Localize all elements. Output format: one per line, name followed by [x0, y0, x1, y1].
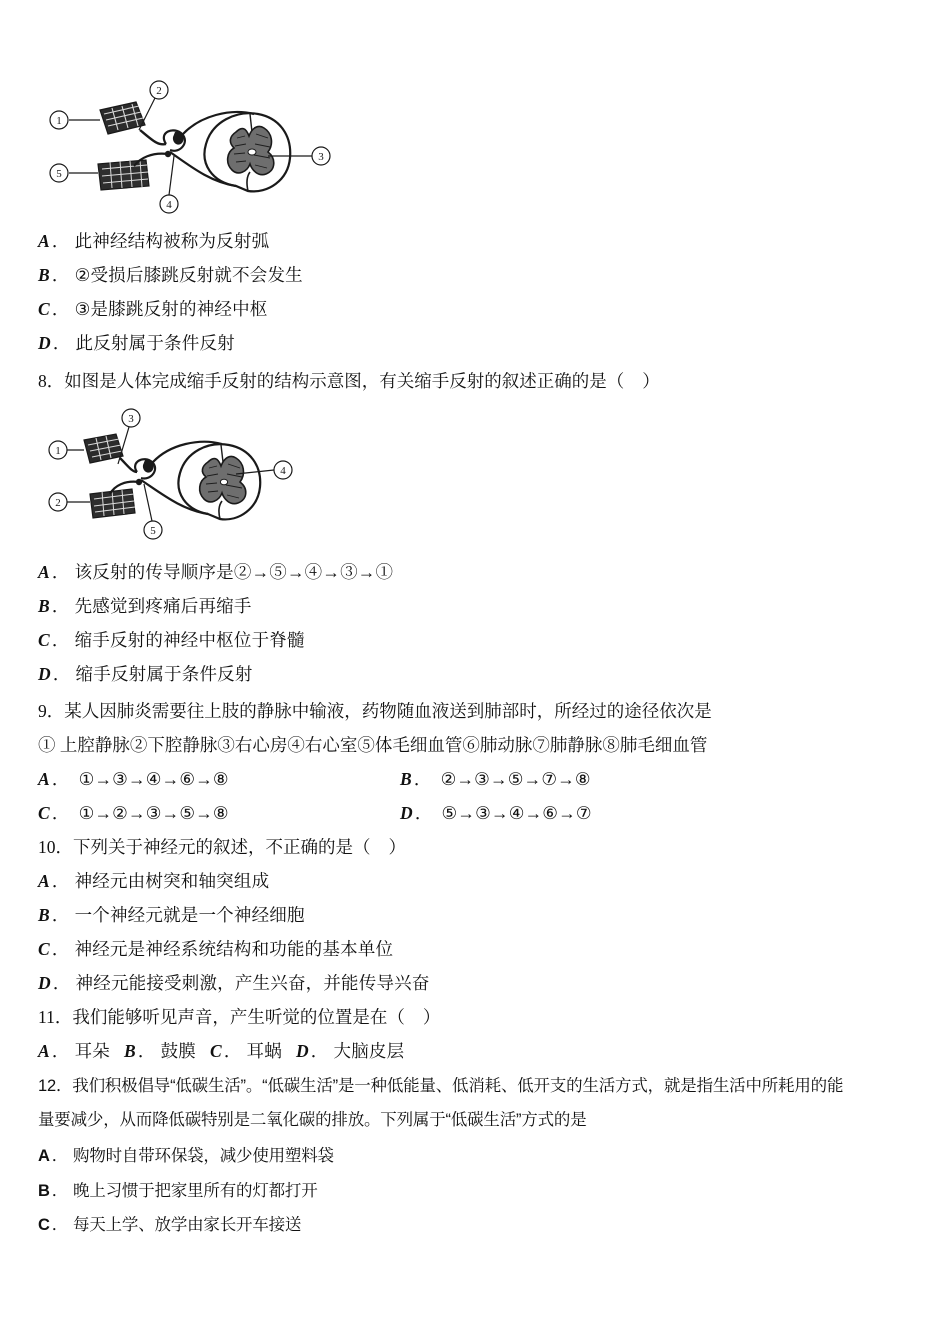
question-9-stem: [38, 700, 712, 722]
option-text: 耳朵: [74, 1041, 110, 1061]
option-letter: D: [38, 664, 51, 684]
question7-option-C: C ． ③是膝跳反射的神经中枢: [38, 299, 268, 319]
question7-option-A: A ． 此神经结构被称为反射弧: [38, 231, 270, 251]
option-text: 购物时自带环保袋，减少使用塑料袋: [73, 1147, 334, 1165]
option-letter: C: [38, 1216, 50, 1234]
question12-option-C: C ． 每天上学、放学由家长开车接送: [38, 1216, 302, 1234]
option-text: ①→②→③→⑤→⑧: [78, 803, 229, 823]
option-letter: A: [38, 562, 50, 582]
option-text: 晚上习惯于把家里所有的灯都打开: [73, 1182, 318, 1200]
question-stem-text: 我们能够听见声音，产生听觉的位置是在（: [72, 1007, 405, 1027]
figure1-receptor-block: [100, 102, 145, 134]
option-text: ②→③→⑤→⑦→⑧: [440, 769, 591, 789]
option-letter: D: [400, 803, 413, 823]
question9-option-D: D ． ⑤→③→④→⑥→⑦: [400, 803, 592, 823]
option-text: 耳蜗: [246, 1041, 282, 1061]
option-letter: C: [209, 1041, 222, 1061]
option-letter: B: [38, 905, 50, 925]
option-letter: B: [400, 769, 412, 789]
option-letter: C: [38, 939, 50, 959]
question10-option-C: C ． 神经元是神经系统结构和功能的基本单位: [38, 939, 394, 959]
figure1-label-5-text: 5: [56, 168, 62, 180]
option-letter: C: [38, 630, 50, 650]
option-letter: B: [38, 1182, 50, 1200]
option-letter: A: [38, 1041, 50, 1061]
question8-option-D: D ． 缩手反射属于条件反射: [38, 664, 253, 684]
option-letter: C: [38, 299, 50, 319]
figure2-receptor-block: [90, 489, 135, 518]
question-12-stem-line2: [38, 1109, 587, 1131]
item-list-text: ① 上腔静脉②下腔静脉③右心房④右心室⑤体毛细血管⑥肺动脉⑦肺静脉⑧肺毛细血管: [38, 735, 708, 755]
question10-option-A: A ． 神经元由树突和轴突组成: [38, 871, 270, 891]
question-stem-tail: ）: [388, 837, 406, 857]
figure1-label-4-text: 4: [166, 199, 172, 211]
question-number: 11．: [38, 1007, 73, 1027]
option-text: 神经元是神经系统结构和功能的基本单位: [74, 939, 394, 959]
option-letter: D: [38, 973, 51, 993]
figure2-label-3-text: 3: [128, 413, 134, 425]
option-letter: B: [123, 1041, 136, 1061]
question-10-stem: [38, 836, 406, 858]
figure2-gray-matter: [200, 456, 246, 503]
question8-option-A: A ． 该反射的传导顺序是②→⑤→④→③→①: [38, 562, 394, 582]
knee-jerk-reflex-arc-diagram: [40, 70, 340, 215]
question7-option-B: B ． ②受损后膝跳反射就不会发生: [38, 265, 303, 285]
option-text: 先感觉到疼痛后再缩手: [74, 596, 252, 616]
question7-option-D: D ． 此反射属于条件反射: [38, 333, 235, 353]
option-letter: C: [38, 803, 50, 823]
figure2-label-2-text: 2: [55, 497, 61, 509]
question10-option-B: B ． 一个神经元就是一个神经细胞: [38, 905, 305, 925]
question-stem-text: 量要减少，从而降低碳特别是二氧化碳的排放。下列属于“低碳生活”方式的是: [38, 1111, 587, 1129]
question-9-item-list: [38, 734, 707, 756]
figure2-label-4-text: 4: [280, 465, 286, 477]
option-text: 神经元由树突和轴突组成: [74, 871, 270, 891]
option-text: 缩手反射属于条件反射: [75, 664, 253, 684]
option-text: 神经元能接受刺激，产生兴奋，并能传导兴奋: [75, 973, 430, 993]
question-number: 10．: [38, 837, 73, 857]
question8-option-B: B ． 先感觉到疼痛后再缩手: [38, 596, 252, 616]
question10-option-D: D ． 神经元能接受刺激，产生兴奋，并能传导兴奋: [38, 973, 430, 993]
option-text: ⑤→③→④→⑥→⑦: [441, 803, 592, 823]
figure1-gray-matter: [228, 126, 274, 174]
figure2-effector-block: [84, 434, 123, 463]
option-letter: B: [38, 265, 50, 285]
option-letter: A: [38, 231, 50, 251]
question9-option-A: A ． ①→③→④→⑥→⑧: [38, 769, 229, 789]
figure2-label-1-text: 1: [55, 445, 61, 457]
question12-option-B: B ． 晚上习惯于把家里所有的灯都打开: [38, 1182, 318, 1200]
option-text: 此反射属于条件反射: [75, 333, 235, 353]
figure1-effector-block: [98, 160, 149, 190]
figure2-label-5-text: 5: [150, 525, 156, 537]
question9-option-B: B ． ②→③→⑤→⑦→⑧: [400, 769, 591, 789]
question9-option-C: C ． ①→②→③→⑤→⑧: [38, 803, 229, 823]
option-text: ②受损后膝跳反射就不会发生: [74, 265, 303, 285]
question-number: 9．: [38, 701, 65, 721]
question-stem-text: 我们积极倡导“低碳生活”。“低碳生活”是一种低能量、低消耗、低开支的生活方式，就是指生活中所耗用的能: [72, 1077, 844, 1095]
question8-option-C: C ． 缩手反射的神经中枢位于脊髓: [38, 630, 305, 650]
question-11-inline-options: A ． 耳朵 B ． 鼓膜 C ． 耳蜗 D ． 大脑皮层: [38, 1041, 405, 1061]
question-12-stem-line1: [38, 1075, 843, 1097]
question-stem-tail: ）: [422, 1007, 441, 1027]
figure1-label-3-text: 3: [318, 151, 324, 163]
option-letter: A: [38, 871, 50, 891]
option-letter: A: [38, 769, 50, 789]
question-8-stem: [38, 370, 660, 392]
question-number: 8．: [38, 371, 65, 391]
option-text: 该反射的传导顺序是②→⑤→④→③→①: [74, 562, 394, 582]
question-11-stem: [38, 1006, 440, 1028]
option-text: 大脑皮层: [333, 1041, 405, 1061]
option-letter: B: [38, 596, 50, 616]
option-text: 缩手反射的神经中枢位于脊髓: [74, 630, 305, 650]
option-text: 一个神经元就是一个神经细胞: [74, 905, 305, 925]
question12-option-A: A ． 购物时自带环保袋，减少使用塑料袋: [38, 1147, 334, 1165]
option-text: 鼓膜: [160, 1041, 196, 1061]
option-letter: D: [38, 333, 51, 353]
figure1-label-2-text: 2: [156, 85, 162, 97]
option-text: 此神经结构被称为反射弧: [74, 231, 270, 251]
question-stem-tail: ）: [642, 371, 660, 391]
question-number: 12．: [38, 1077, 73, 1095]
question-stem-text: 某人因肺炎需要往上肢的静脉中输液，药物随血液送到肺部时，所经过的途径依次是: [64, 701, 712, 721]
option-text: ①→③→④→⑥→⑧: [78, 769, 229, 789]
question-stem-text: 下列关于神经元的叙述，不正确的是（: [73, 837, 371, 857]
question-stem-text: 如图是人体完成缩手反射的结构示意图，有关缩手反射的叙述正确的是（: [64, 371, 625, 391]
figure1-label-1-text: 1: [56, 115, 62, 127]
withdrawal-reflex-arc-diagram: [40, 402, 310, 542]
option-text: 每天上学、放学由家长开车接送: [73, 1216, 302, 1234]
option-letter: D: [295, 1041, 309, 1061]
option-text: ③是膝跳反射的神经中枢: [74, 299, 268, 319]
option-letter: A: [38, 1147, 50, 1165]
